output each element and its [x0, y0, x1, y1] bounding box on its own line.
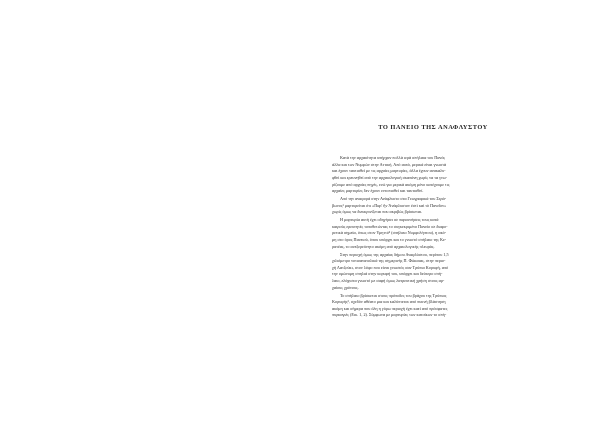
text-line: ρατέας, το ανεξερεύνητο ακόμη από αρχαιολογικής πλευράς.: [332, 243, 435, 249]
text-line: ρετικά σημεία, όπως στον Υμηττό² (σπήλαιο Νυμφολήπτου), η ακό-: [332, 230, 447, 236]
text-line: Κατά την αρχαιότητα υπήρχαν πολλά ιερά σπήλαια του Πανός: [340, 155, 446, 160]
text-line: αρχαίες μαρτυρίες δεν έχουν εντοπισθεί και ταυτισθεί.: [332, 188, 424, 194]
paragraph: [332, 217, 537, 250]
text-line: άλλα και των Νυμφών στην Αττική. Από αυτά, μερικά είναι γνωστά: [332, 161, 447, 167]
text-line: ρίζουμε από αρχαίες πηγές, ενώ για μερικά ακόμη μόνο κατέχουμε τις: [332, 181, 450, 187]
paragraph: [332, 155, 537, 195]
text-line: την ομώνυμη σπηλιά στην κορυφή του, υπάρχει και δεύτερο σπή-: [332, 271, 443, 277]
text-line: ακόμη και σήμερα που όλη η γύρω περιοχή έχει καεί από πρόσφατες: [332, 305, 448, 311]
text-line: χωρίς όμως να διευκρινίζεται που ακριβώς βρίσκεται.: [332, 209, 423, 215]
text-line: βωνος¹ μαρτυρείται ότι «Παρ' ἣν Ἀνάφλυστον ἐστὶ καὶ τὸ Πανεῖον»: [332, 202, 447, 208]
text-line: λαιο, ελάχιστα γνωστό με σαφή όμως λατρευτική χρήση στους αρ-: [332, 278, 445, 284]
text-line: Στην περιοχή όμως της αρχαίας δήμου Αναφλύστου, περίπου 1,5: [340, 251, 449, 257]
text-line: χιλιόμετρο νοτιοανατολικά της σημερινής Π. Φώκαιας, στην περιο-: [332, 258, 446, 264]
text-line: Κορυφής³, σχεδόν αθέατο μια και καλύπτεται από πυκνή βλάστηση: [332, 299, 446, 305]
paragraph: [332, 293, 537, 320]
paragraph: [332, 252, 537, 292]
text-line: Το σπήλαιο βρίσκεται στους πρόποδες του βράχου της Τρύπιας: [340, 292, 447, 298]
text-line: μη στο όρος Πανειού, όπου υπάρχει και το γνωστό σπήλαιο της Κε-: [332, 237, 447, 243]
text-line: Η μαρτυρία αυτή έχει οδηγήσει σε παρανοήσεις τους κατά: [340, 217, 439, 223]
text-line: φθεί και ερευνηθεί από την αρχαιολογική σκαπάνη χωρίς να τα γνω-: [332, 174, 448, 180]
chapter-title: ΤΟ ΠΑΝΕΙΟ ΤΗΣ ΑΝΑΦΛΥΣΤΟΥ: [378, 124, 488, 131]
text-line: καιρούς ερευνητές τοποθετώντας το συγκεκριμένο Πανείο σε διαφο-: [332, 223, 448, 229]
paragraph: [332, 196, 537, 216]
text-line: και έχουν ταυτισθεί με τις αρχαίες μαρτυρίες, άλλα έχουν ανακαλυ-: [332, 168, 446, 174]
text-line: χαίους χρόνους.: [332, 284, 359, 290]
body-text: [332, 155, 537, 320]
text-line: πυρκαγιές (Εικ. 1, 2). Σύμφωνα με μαρτυρίες των κατοίκων το σπή-: [332, 312, 447, 318]
text-line: Από την αναφορά στην Ανάφλυστο στα Γεωγραφικά του Στρά-: [340, 196, 447, 202]
text-line: χή Λατζούκι, στον λόφο που είναι γνωστός σαν Τρύπια Κορυφή, από: [332, 264, 449, 270]
